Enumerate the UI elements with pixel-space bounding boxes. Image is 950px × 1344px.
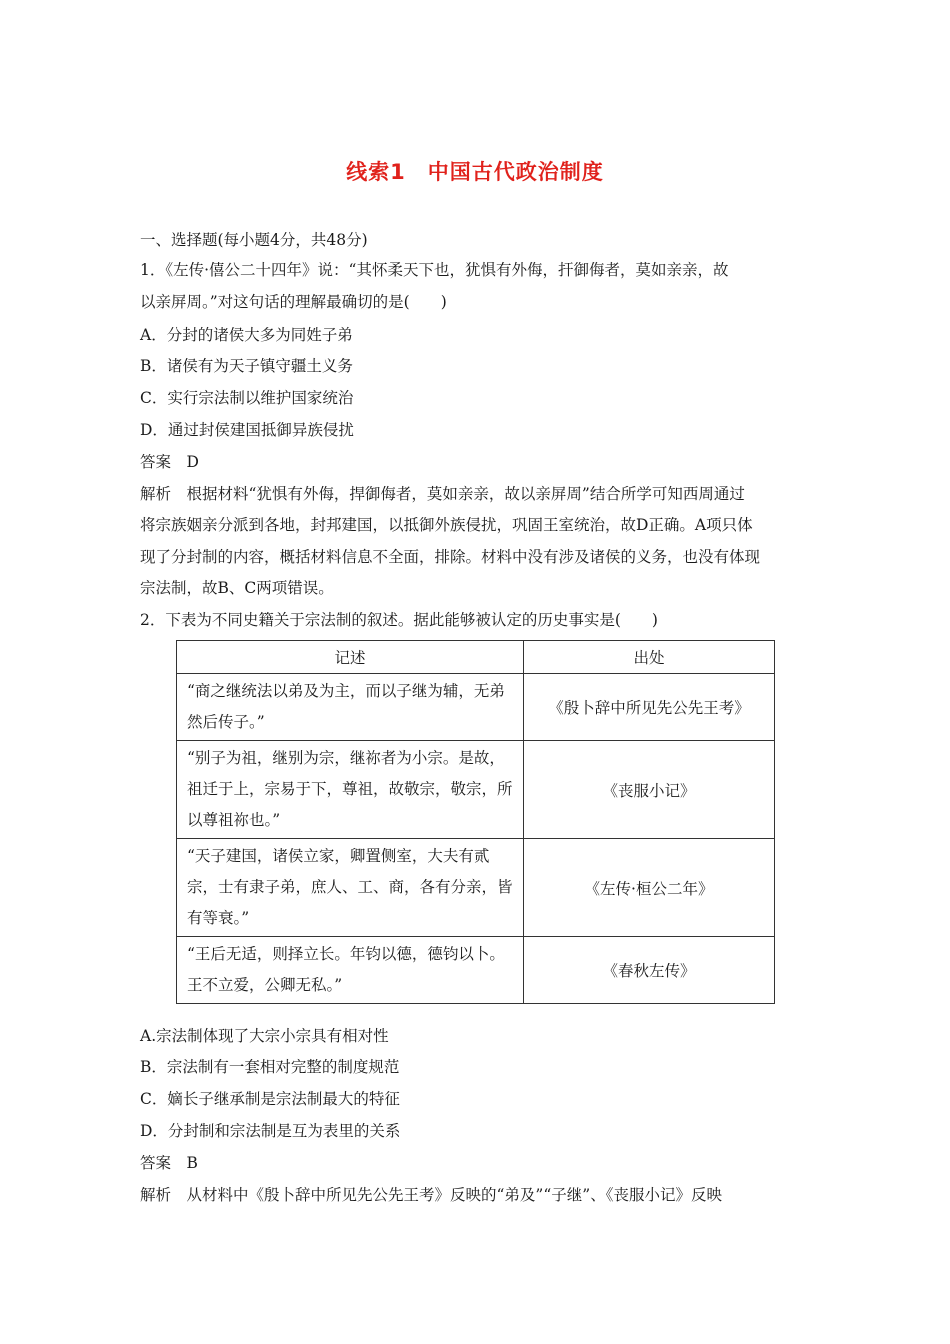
q1-answer: 答案 D <box>140 453 199 471</box>
q2-analysis-line1: 解析 从材料中《殷卜辞中所见先公先王考》反映的“弟及”“子继”、《丧服小记》反映 <box>140 1186 722 1204</box>
q1-option-b: B．诸侯有为天子镇守疆土义务 <box>140 357 353 375</box>
table-cell-quote: “商之继统法以弟及为主，而以子继为辅，无弟然后传子。” <box>177 674 524 741</box>
q1-stem-line1: 1．《左传·僖公二十四年》说：“其怀柔天下也，犹惧有外侮，扞御侮者，莫如亲亲，故 <box>140 261 729 279</box>
table-cell-quote: “王后无适，则择立长。年钧以德，德钧以卜。王不立爱，公卿无私。” <box>177 937 524 1004</box>
section-header: 一、选择题(每小题4分，共48分) <box>140 231 368 249</box>
q2-option-d: D．分封制和宗法制是互为表里的关系 <box>140 1122 401 1140</box>
table-cell-quote: “别子为祖，继别为宗，继祢者为小宗。是故，祖迁于上，宗易于下，尊祖，故敬宗，敬宗，所以尊祖祢也。” <box>177 741 524 839</box>
table-cell-source: 《左传·桓公二年》 <box>524 839 775 937</box>
table-cell-quote: “天子建国，诸侯立家，卿置侧室，大夫有贰宗，士有隶子弟，庶人、工、商，各有分亲，皆有等衰。” <box>177 839 524 937</box>
q1-option-a: A．分封的诸侯大多为同姓子弟 <box>140 326 353 344</box>
table-cell-source: 《殷卜辞中所见先公先王考》 <box>524 674 775 741</box>
q1-analysis-line3: 现了分封制的内容，概括材料信息不全面，排除。材料中没有涉及诸侯的义务，也没有体现 <box>140 548 761 566</box>
table-cell-source: 《春秋左传》 <box>524 937 775 1004</box>
q1-option-c: C．实行宗法制以维护国家统治 <box>140 389 354 407</box>
q2-stem: 2．下表为不同史籍关于宗法制的叙述。据此能够被认定的历史事实是( ) <box>140 611 658 629</box>
table-row <box>177 937 775 1004</box>
source-table <box>176 640 775 1004</box>
table-row <box>177 839 775 937</box>
q2-option-a: A.宗法制体现了大宗小宗具有相对性 <box>140 1027 389 1045</box>
q1-analysis-line2: 将宗族姻亲分派到各地，封邦建国，以抵御外族侵扰，巩固王室统治，故D正确。A项只体 <box>140 516 753 534</box>
table-header-record: 记述 <box>177 641 524 674</box>
table-row <box>177 674 775 741</box>
q2-option-c: C．嫡长子继承制是宗法制最大的特征 <box>140 1090 400 1108</box>
q1-stem-line2: 以亲屏周。”对这句话的理解最确切的是( ) <box>140 293 447 311</box>
q1-analysis-line1: 解析 根据材料“犹惧有外侮，捍御侮者，莫如亲亲，故以亲屏周”结合所学可知西周通过 <box>140 485 745 503</box>
page-title: 线索1 中国古代政治制度 <box>346 160 604 184</box>
table-cell-source: 《丧服小记》 <box>524 741 775 839</box>
q2-option-b: B．宗法制有一套相对完整的制度规范 <box>140 1058 400 1076</box>
q1-option-d: D．通过封侯建国抵御异族侵扰 <box>140 421 354 439</box>
q1-analysis-line4: 宗法制，故B、C两项错误。 <box>140 579 334 597</box>
table-header-row <box>177 641 775 674</box>
table-header-source: 出处 <box>524 641 775 674</box>
table-row <box>177 741 775 839</box>
q2-answer: 答案 B <box>140 1154 198 1172</box>
